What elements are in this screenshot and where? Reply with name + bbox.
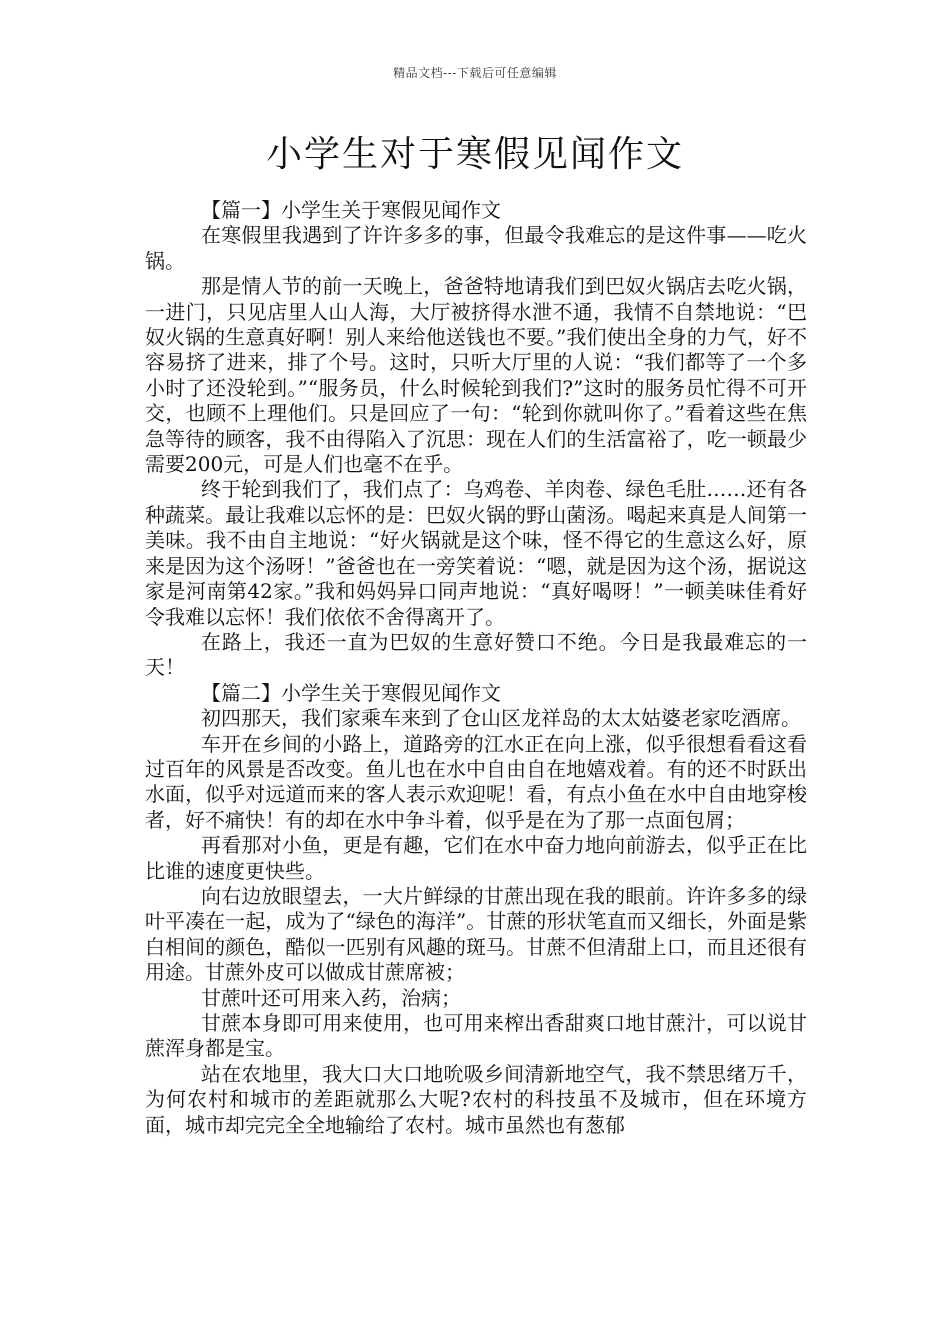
- paragraph: 终于轮到我们了，我们点了：乌鸡卷、羊肉卷、绿色毛肚……还有各种蔬菜。最让我难以忘怀的是：巴奴火锅的野山菌汤。喝起来真是人间第一美味。我不由自主地说：“好火锅就是这个味，怪不得它的生意这么好，原来是因为这个汤呀！”爸爸也在一旁笑着说：“嗯，就是因为这个汤，据说这家是河南第42家。”我和妈妈异口同声地说：“真好喝呀！”一顿美味佳肴好令我难以忘怀！我们依依不舍得离开了。: [145, 477, 807, 629]
- paragraph: 车开在乡间的小路上，道路旁的江水正在向上涨，似乎很想看看这看过百年的风景是否改变。鱼儿也在水中自由自在地嬉戏着。有的还不时跃出水面，似乎对远道而来的客人表示欢迎呢！看，有点小鱼在水中自由地穿梭者，好不痛快！有的却在水中争斗着，似乎是在为了那一点面包屑；: [145, 731, 807, 832]
- paragraph: 站在农地里，我大口大口地吮吸乡间清新地空气，我不禁思绪万千，为何农村和城市的差距就那么大呢?农村的科技虽不及城市，但在环境方面，城市却完完全全地输给了农村。城市虽然也有葱郁: [145, 1061, 807, 1137]
- paragraph: 初四那天，我们家乘车来到了仓山区龙祥岛的太太姑婆老家吃酒席。: [201, 706, 801, 731]
- header-note: 精品文档---下载后可任意编辑: [393, 66, 557, 80]
- paragraph: 在路上，我还一直为巴奴的生意好赞口不绝。今日是我最难忘的一天！: [145, 629, 807, 680]
- article-body: [145, 198, 807, 1138]
- paragraph: 甘蔗叶还可用来入药，治病；: [201, 985, 461, 1010]
- section-heading-2: 【篇二】小学生关于寒假见闻作文: [201, 680, 501, 705]
- paragraph: 甘蔗本身即可用来使用，也可用来榨出香甜爽口地甘蔗汁，可以说甘蔗浑身都是宝。: [145, 1011, 807, 1061]
- section-heading-1: 【篇一】小学生关于寒假见闻作文: [201, 198, 501, 222]
- document-title: 小学生对于寒假见闻作文: [265, 134, 684, 175]
- paragraph: 那是情人节的前一天晚上，爸爸特地请我们到巴奴火锅店去吃火锅，一进门，只见店里人山人海，大厅被挤得水泄不通，我情不自禁地说：“巴奴火锅的生意真好啊！别人来给他送钱也不要。”我们使出全身的力气，好不容易挤了进来，排了个号。这时，只听大厅里的人说：“我们都等了一个多小时了还没轮到。”“服务员，什么时候轮到我们?”这时的服务员忙得不可开交，也顾不上理他们。只是回应了一句：“轮到你就叫你了。”看着这些在焦急等待的顾客，我不由得陷入了沉思：现在人们的生活富裕了，吃一顿最少需要200元，可是人们也毫不在乎。: [145, 274, 807, 477]
- paragraph: 再看那对小鱼，更是有趣，它们在水中奋力地向前游去，似乎正在比比谁的速度更快些。: [145, 833, 807, 883]
- paragraph: 向右边放眼望去，一大片鲜绿的甘蔗出现在我的眼前。许许多多的绿叶平凑在一起，成为了“绿色的海洋”。甘蔗的形状笔直而又细长，外面是紫白相间的颜色，酷似一匹别有风趣的斑马。甘蔗不但清甜上口，而且还很有用途。甘蔗外皮可以做成甘蔗席被；: [145, 883, 807, 985]
- paragraph: 在寒假里我遇到了许许多多的事，但最令我难忘的是这件事——吃火锅。: [145, 223, 807, 273]
